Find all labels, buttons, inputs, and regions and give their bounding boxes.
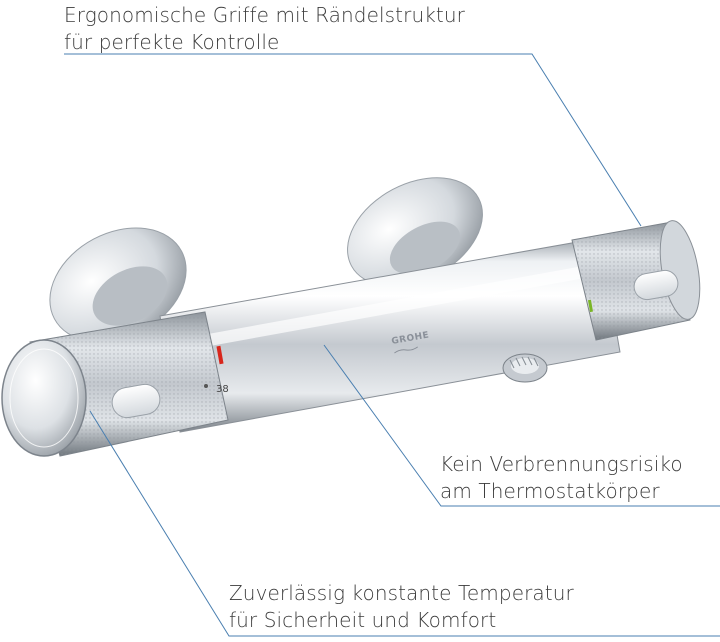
- caption-bottom-line2: für Sicherheit und Komfort: [229, 608, 497, 632]
- callout-line-top: [64, 54, 641, 226]
- caption-middle-line1: Kein Verbrennungsrisiko: [440, 452, 683, 476]
- shower-outlet: [503, 354, 547, 382]
- caption-top-line1: Ergonomische Griffe mit Rändelstruktur: [64, 3, 465, 27]
- safety-dot: [204, 384, 208, 388]
- caption-ergonomic-handles: [64, 2, 465, 56]
- caption-top-line2: für perfekte Kontrolle: [64, 30, 280, 54]
- caption-no-burn-risk: [440, 451, 683, 505]
- caption-constant-temperature: [229, 580, 574, 634]
- brand-logo: GROHE: [390, 330, 431, 347]
- caption-middle-line2: am Thermostatkörper: [440, 479, 660, 503]
- temperature-knob[interactable]: [2, 312, 229, 456]
- flow-control-knob[interactable]: [572, 218, 706, 340]
- caption-bottom-line1: Zuverlässig konstante Temperatur: [229, 581, 574, 605]
- temperature-knob-cap: [2, 340, 86, 456]
- temperature-mark: 38: [216, 384, 229, 395]
